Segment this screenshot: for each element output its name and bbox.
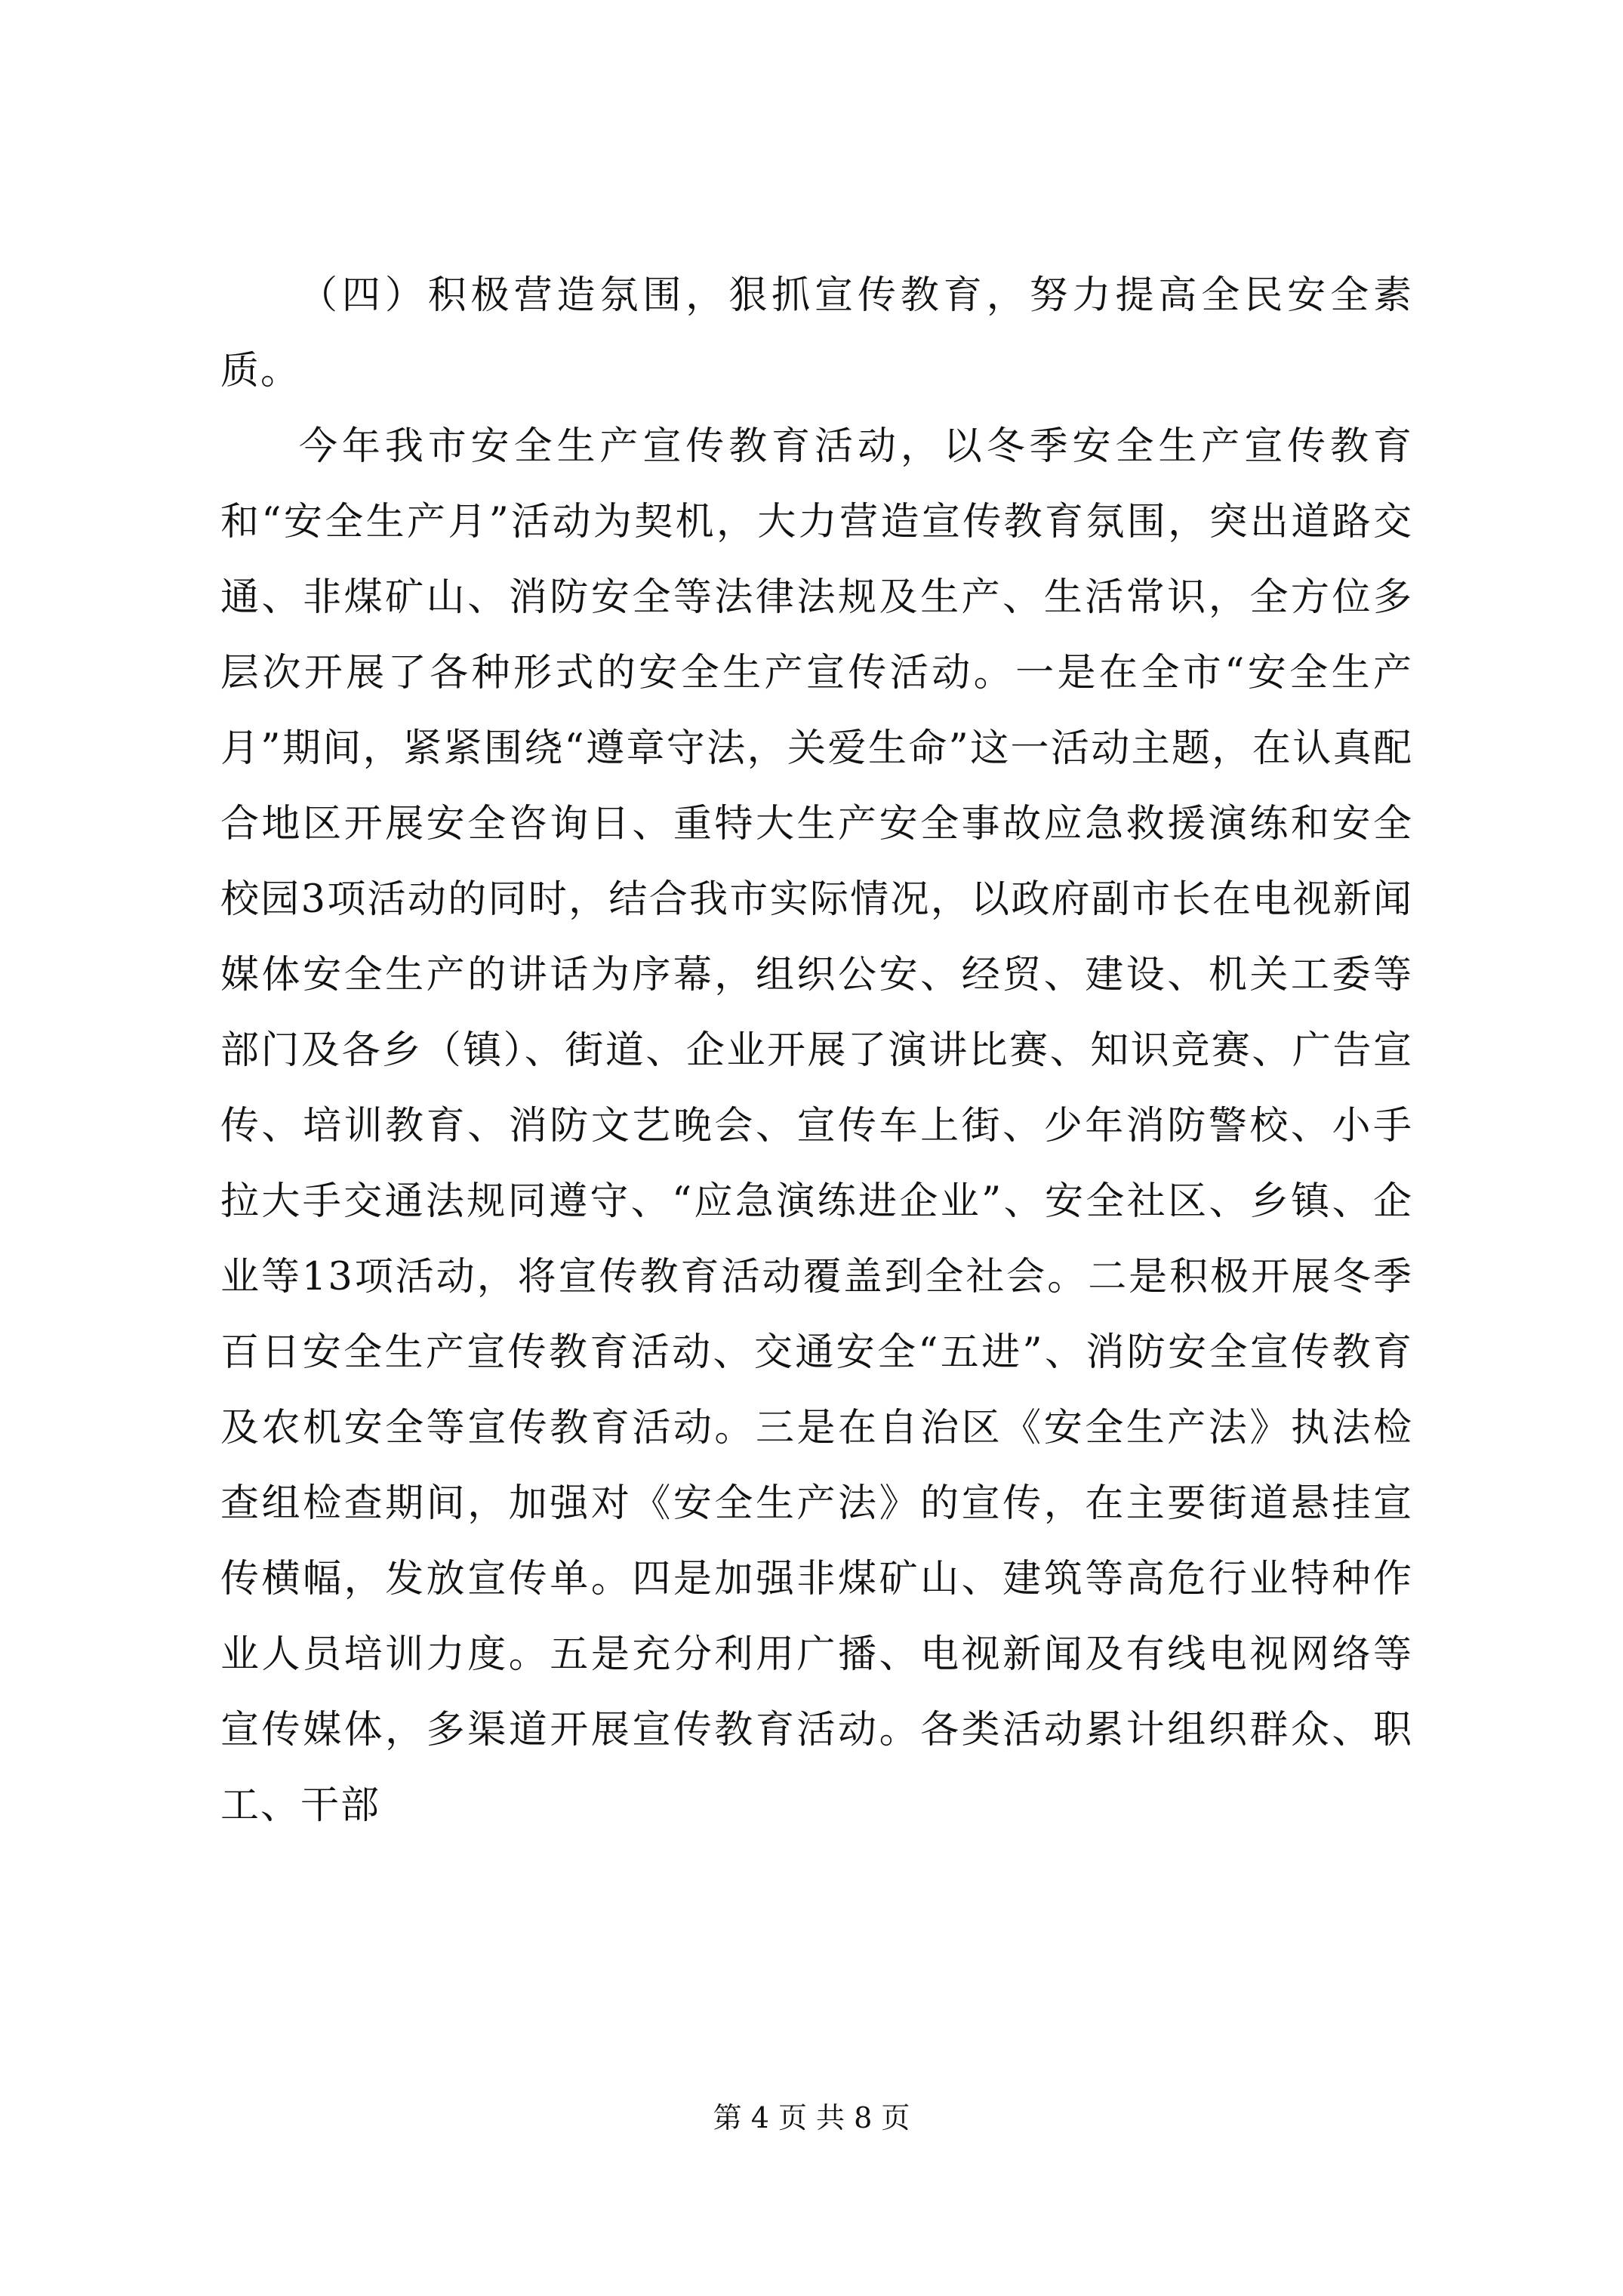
body-paragraph: 今年我市安全生产宣传教育活动，以冬季安全生产宣传教育和“安全生产月”活动为契机，大力营造宣传教育氛围，突出道路交通、非煤矿山、消防安全等法律法规及生产、生活常识，全方位多层次开展了各种形式的安全生产宣传活动。一是在全市“安全生产月”期间，紧紧围绕“遵章守法，关爱生命”这一活动主题，在认真配合地区开展安全咨询日、重特大生产安全事故应急救援演练和安全校园3项活动的同时，结合我市实际情况，以政府副市长在电视新闻媒体安全生产的讲话为序幕，组织公安、经贸、建设、机关工委等部门及各乡（镇）、街道、企业开展了演讲比赛、知识竞赛、广告宣传、培训教育、消防文艺晚会、宣传车上街、少年消防警校、小手拉大手交通法规同遵守、“应急演练进企业”、安全社区、乡镇、企业等13项活动，将宣传教育活动覆盖到全社会。二是积极开展冬季百日安全生产宣传教育活动、交通安全“五进”、消防安全宣传教育及农机安全等宣传教育活动。三是在自治区《安全生产法》执法检查组检查期间，加强对《安全生产法》的宣传，在主要街道悬挂宣传横幅，发放宣传单。四是加强非煤矿山、建筑等高危行业特种作业人员培训力度。五是充分利用广播、电视新闻及有线电视网络等宣传媒体，多渠道开展宣传教育活动。各类活动累计组织群众、职工、干部 xyxy=(220,424,1413,1828)
document-body xyxy=(220,258,1413,1844)
page-number-footer: 第 4 页 共 8 页 xyxy=(713,2101,910,2134)
section-heading: （四）积极营造氛围，狠抓宣传教育，努力提高全民安全素质。 xyxy=(220,273,1413,393)
